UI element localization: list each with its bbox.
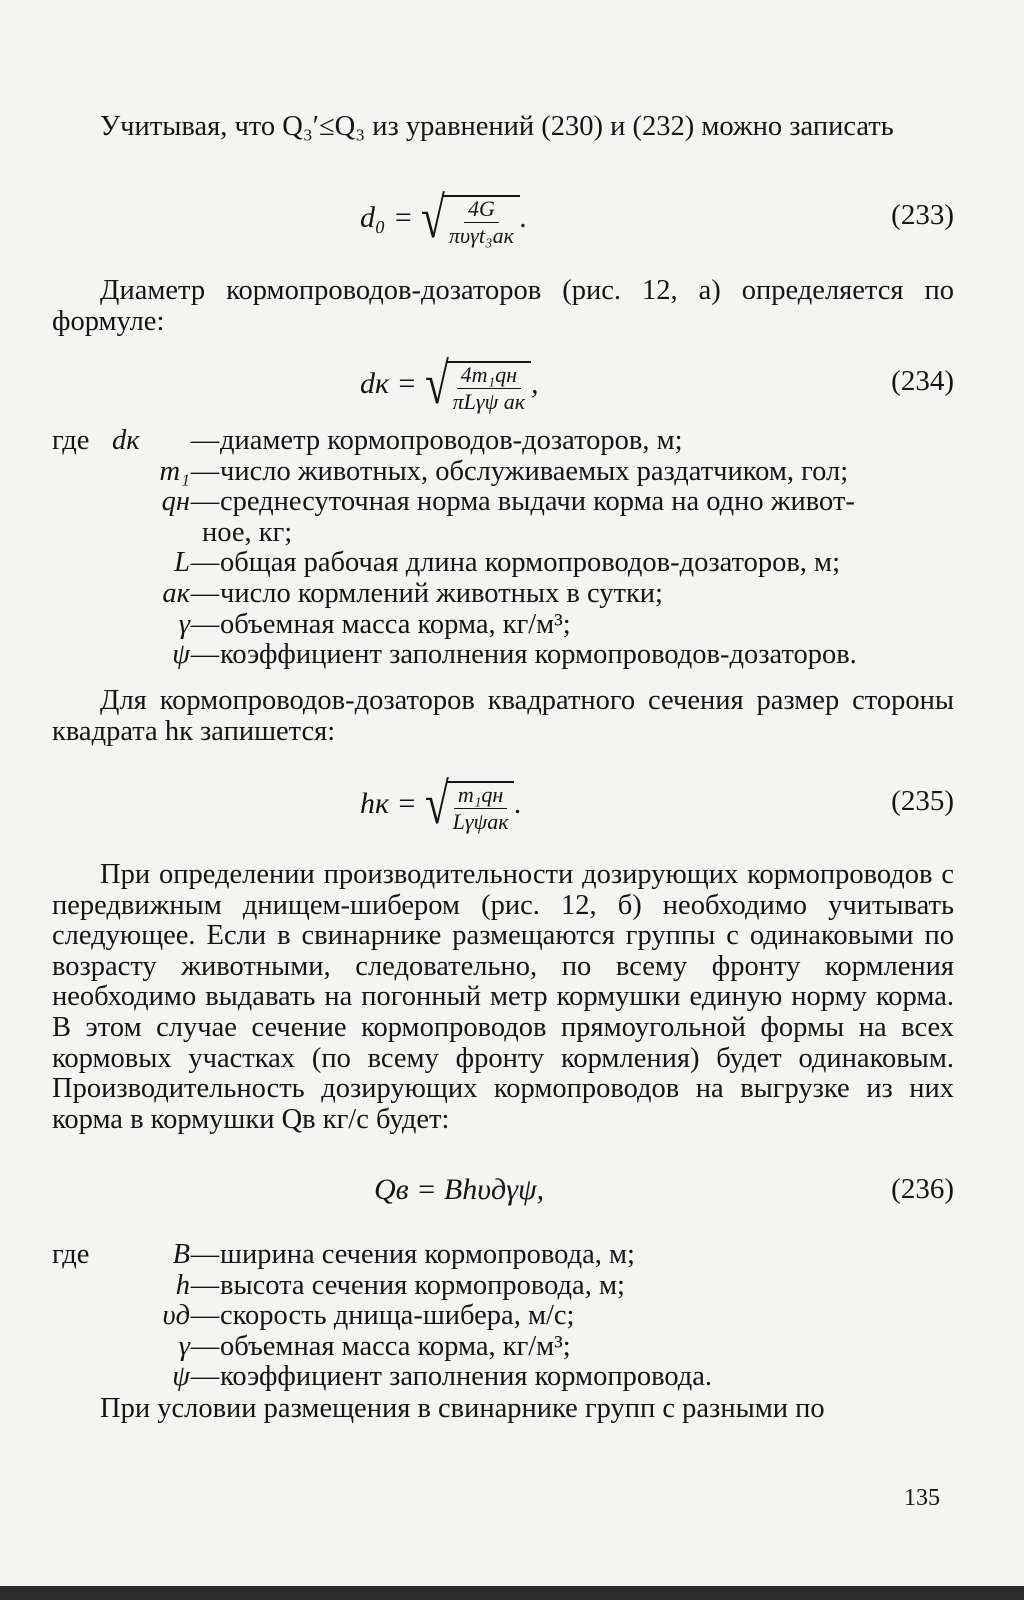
definition-text: общая рабочая длина кормопроводов-дозаторов, м; (220, 547, 841, 579)
square-root (417, 185, 520, 250)
paragraph-text: Учитывая, что Q₃′≤Q₃ из уравнений (230) и (232) можно записать (100, 111, 894, 142)
paragraph-3 (52, 686, 954, 747)
definition-symbol: h (175, 1269, 190, 1301)
paragraph-text: Диаметр кормопроводов-дозаторов (рис. 12, а) определяется по формуле: (52, 275, 954, 337)
page-number: 135 (904, 1485, 940, 1511)
definition-symbol: γ (178, 608, 190, 640)
definition-row: m₁ — число животных, обслуживаемых раздатчиком, гол; (52, 457, 954, 488)
definition-text: коэффициент заполнения кормопровода. (220, 1361, 713, 1393)
formula-lhs: hк = (360, 786, 417, 820)
definition-text: число животных, обслуживаемых раздатчиком, гол; (220, 455, 849, 487)
definition-symbol: qн (161, 486, 190, 518)
denominator: πLγψ aк (452, 388, 526, 414)
radical-sign-icon: √ (424, 771, 449, 836)
paragraph-text: При условии размещения в свинарнике групп с разными по (100, 1393, 825, 1424)
definition-symbol: υд (162, 1300, 190, 1332)
definition-symbol: γ (178, 1330, 190, 1362)
formula-expression: Qв = Bhυдγψ, (374, 1172, 545, 1206)
definition-row: L — общая рабочая длина кормопроводов-дозаторов, м; (52, 548, 954, 579)
formula-tail: , (531, 366, 539, 400)
definition-symbol: m₁ (159, 455, 190, 487)
definition-symbol: aк (162, 577, 190, 609)
definition-row: γ — объемная масса корма, кг/м³; (52, 1332, 954, 1363)
numerator: 4m₁qн (457, 363, 521, 389)
where-label: где (52, 425, 90, 456)
definition-text: коэффициент заполнения кормопроводов-дозаторов. (220, 639, 857, 671)
definition-text: объемная масса корма, кг/м³; (220, 1330, 571, 1362)
definitions-list-1 (52, 426, 954, 671)
formula-lhs: dк = (360, 366, 417, 400)
paragraph-text: Для кормопроводов-дозаторов квадратного сечения размер стороны квадрата hк запишется: (52, 685, 954, 747)
definition-row: h — высота сечения кормопровода, м; (52, 1271, 954, 1302)
square-root (421, 771, 515, 836)
definition-text: объемная масса корма, кг/м³; (220, 608, 571, 640)
numerator: m₁qн (454, 783, 507, 809)
definition-symbol: L (174, 547, 190, 579)
formula-234 (0, 344, 1024, 424)
formula-235 (0, 764, 1024, 844)
definitions-list-2 (52, 1240, 954, 1393)
definition-text: ширина сечения кормопровода, м; (220, 1239, 635, 1270)
radical-sign-icon: √ (421, 185, 446, 250)
denominator: Lγψaк (452, 808, 509, 834)
definition-row: γ — объемная масса корма, кг/м³; (52, 610, 954, 641)
paragraph-text: При определении производительности дозирующих кормопроводов с передвижным днищем-шибером (рис. 12, б) необходимо учитывать следующее. Если в свинарнике размещаются группы с одинаковыми по возрасту животными, следовательно, по всему фронту кормления необходимо выдавать на погонный метр кормушки единую норму корма. В этом случае сечение кормопроводов прямоугольной формы на всех кормовых участках (по всему фронту кормления) будет одинаковым. Производительность дозирующих кормопроводов на выгрузке из них корма в кормушки Qв кг/с будет: (52, 859, 954, 1135)
definition-text: среднесуточная норма выдачи корма на одно живот- (220, 486, 855, 518)
formula-lhs: d₀ = (360, 200, 414, 234)
where-label: где (52, 1239, 90, 1270)
formula-233 (0, 178, 1024, 258)
paragraph-4 (52, 860, 954, 1135)
definition-row: υд — скорость днища-шибера, м/с; (52, 1301, 954, 1332)
definition-symbol: B (172, 1239, 190, 1270)
definition-text: высота сечения кормопровода, м; (220, 1269, 625, 1301)
definition-symbol: dк (112, 425, 140, 456)
equation-number: (234) (891, 365, 954, 397)
paragraph-5 (52, 1394, 954, 1425)
formula-tail: . (519, 200, 528, 234)
definition-row: aк — число кормлений животных в сутки; (52, 579, 954, 610)
denominator: πυγt₃aк (449, 222, 514, 248)
radical-sign-icon: √ (424, 351, 449, 416)
equation-number: (233) (891, 199, 954, 231)
paragraph-1 (52, 112, 954, 143)
definition-text: скорость днища-шибера, м/с; (220, 1300, 575, 1332)
definition-text: диаметр кормопроводов-дозаторов, м; (220, 425, 683, 456)
paragraph-2 (52, 276, 954, 337)
definition-continuation: ное, кг; (202, 516, 293, 548)
definition-symbol: ψ (172, 639, 190, 671)
numerator: 4G (464, 197, 499, 223)
formula-236 (0, 1168, 1024, 1212)
equation-number: (235) (891, 785, 954, 817)
definition-row: ψ — коэффициент заполнения кормопроводов-дозаторов. (52, 640, 954, 671)
square-root (421, 351, 531, 416)
definition-row: ψ — коэффициент заполнения кормопровода. (52, 1362, 954, 1393)
definition-row: qн — среднесуточная норма выдачи корма на одно живот- (52, 487, 954, 518)
definition-text: число кормлений животных в сутки; (220, 577, 663, 609)
definition-row: где B — ширина сечения кормопровода, м; (52, 1240, 954, 1271)
equation-number: (236) (891, 1173, 954, 1205)
scan-edge (0, 1586, 1024, 1600)
fraction (443, 195, 520, 248)
definition-symbol: ψ (172, 1361, 190, 1393)
fraction (447, 361, 531, 414)
fraction (447, 781, 515, 834)
definition-row: где dк — диаметр кормопроводов-дозаторов, м; (52, 426, 954, 457)
formula-tail: . (514, 786, 522, 820)
